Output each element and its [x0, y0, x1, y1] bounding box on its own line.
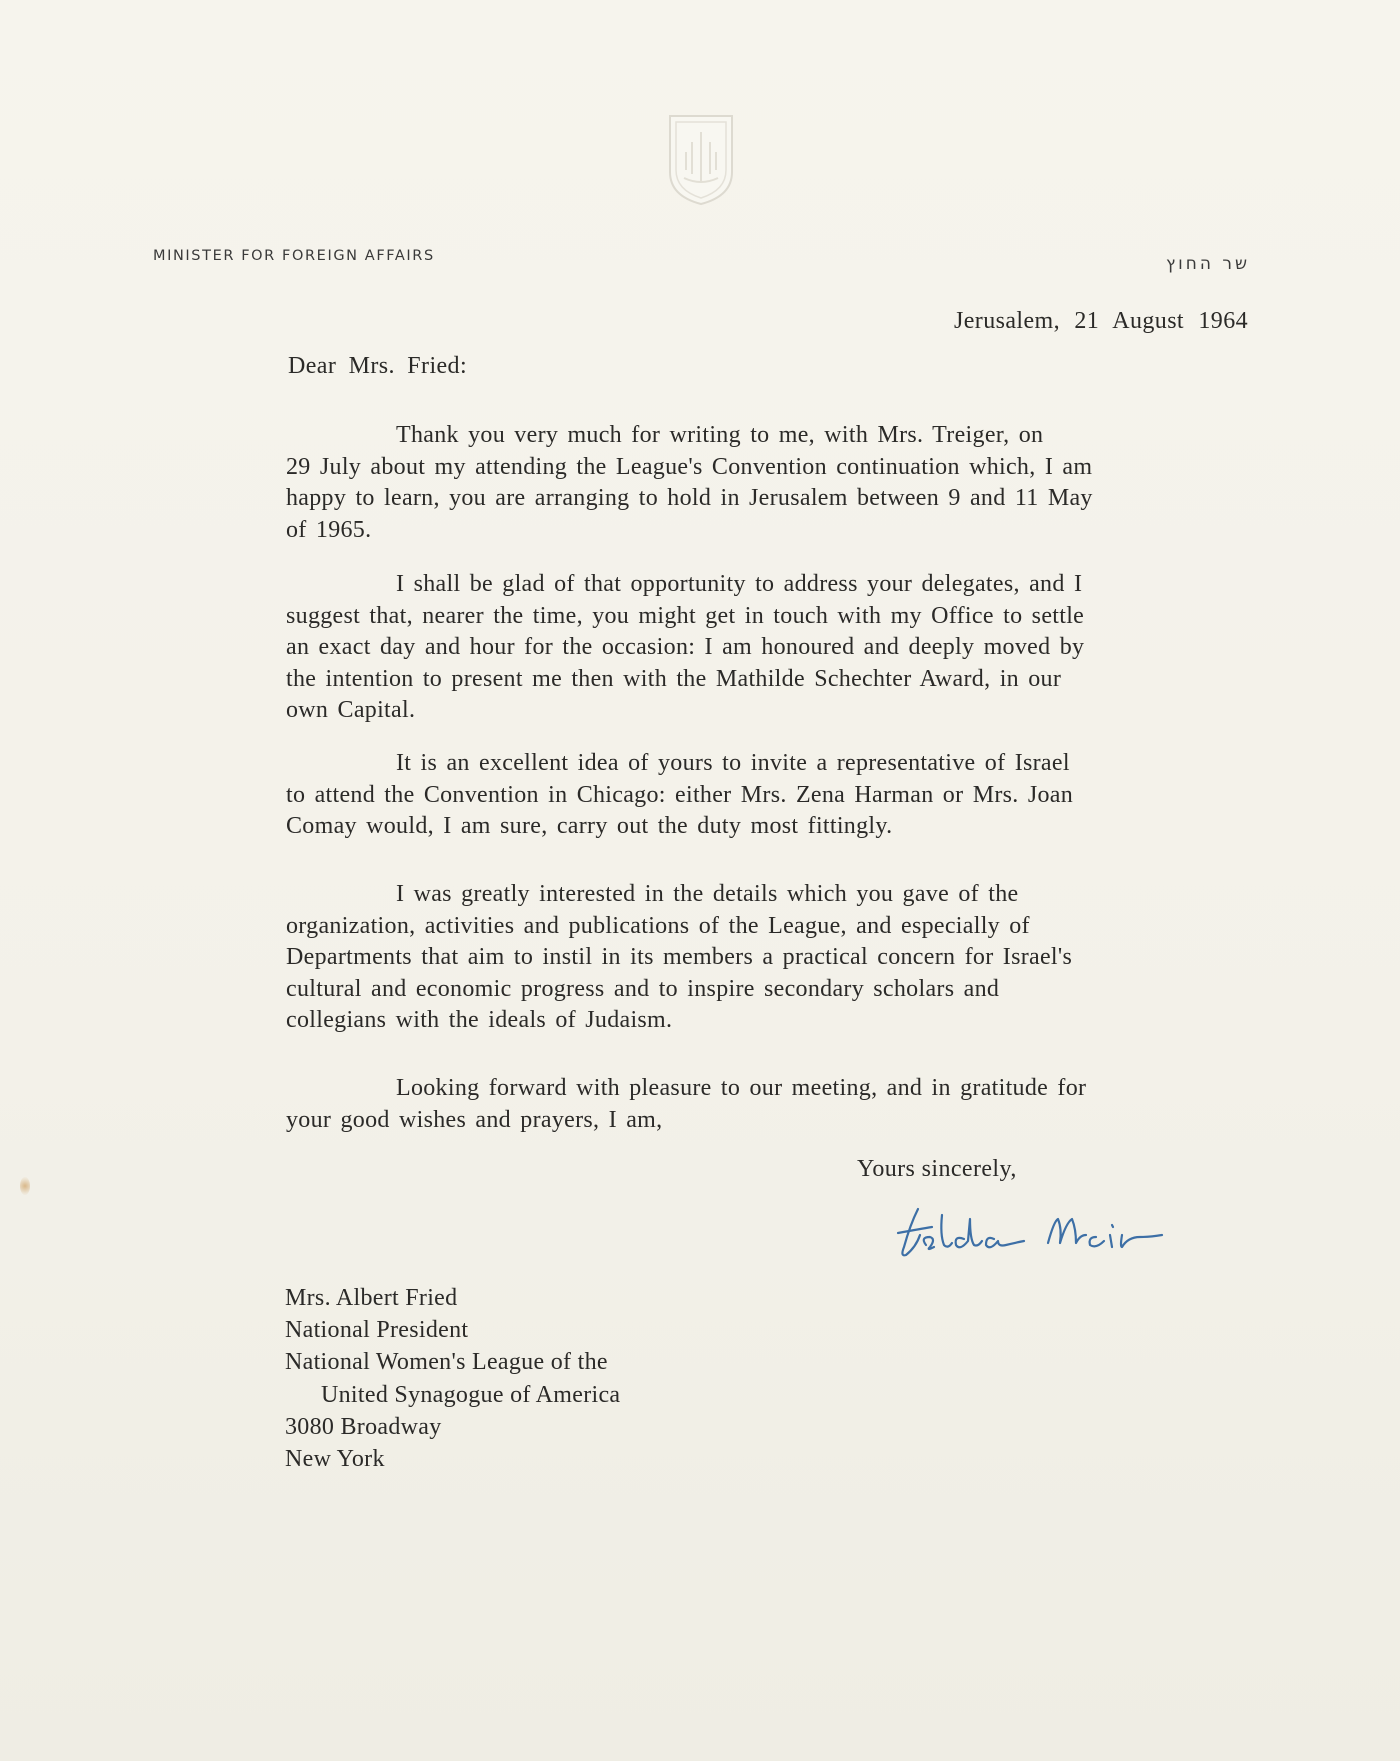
dateline: Jerusalem, 21 August 1964: [954, 308, 1248, 334]
letterhead-title-hebrew: שר החוץ: [1165, 254, 1250, 274]
address-line: National President: [285, 1317, 469, 1344]
signature: [890, 1195, 1180, 1275]
state-emblem-icon: [664, 112, 738, 208]
signature-strokes: [898, 1209, 1162, 1255]
paper-stain: [20, 1177, 30, 1195]
paragraph-5-text: Looking forward with pleasure to our meeting, and in gratitude for your good wishes and prayers, I am,: [286, 1075, 1087, 1133]
paragraph-2: [286, 569, 1246, 727]
recipient-address: [285, 1282, 620, 1475]
address-line: Mrs. Albert Fried: [285, 1285, 458, 1311]
address-line: National Women's League of the: [285, 1349, 608, 1376]
paragraph-5: [286, 1073, 1246, 1136]
paragraph-4: [286, 879, 1246, 1037]
address-line: 3080 Broadway: [285, 1413, 442, 1440]
address-line: United Synagogue of America: [321, 1381, 621, 1408]
salutation: Dear Mrs. Fried:: [288, 353, 468, 379]
address-line: New York: [285, 1446, 385, 1473]
paragraph-3-text: It is an excellent idea of yours to invite a representative of Israel to attend the Convention in Chicago: either Mrs. Zena Harman or Mrs. Joan Comay would, I am sure, carry out the duty most fittingly.: [286, 750, 1074, 839]
paragraph-1-text: Thank you very much for writing to me, with Mrs. Treiger, on 29 July about my attending the League's Convention continuation which, I am happy to learn, you are arranging to hold in Jerusalem between 9 and 11 May of 1965.: [286, 422, 1093, 543]
paragraph-3: [286, 748, 1246, 843]
paragraph-2-text: I shall be glad of that opportunity to address your delegates, and I suggest that, nearer the time, you might get in touch with my Office to settle an exact day and hour for the occasion: I am honoured and deeply moved by the intention to present me then with the Mathilde Schechter Award, in our own Capital.: [286, 571, 1085, 723]
paragraph-4-text: I was greatly interested in the details which you gave of the organization, activities and publications of the League, and especially of Departments that aim to instil in its members a practical concern for Israel's cultural and economic progress and to inspire secondary scholars and collegians with the ideals of Judaism.: [286, 881, 1073, 1033]
letterhead-title: MINISTER FOR FOREIGN AFFAIRS: [153, 248, 435, 264]
closing: Yours sincerely,: [857, 1156, 1017, 1182]
paragraph-1: [286, 420, 1246, 546]
